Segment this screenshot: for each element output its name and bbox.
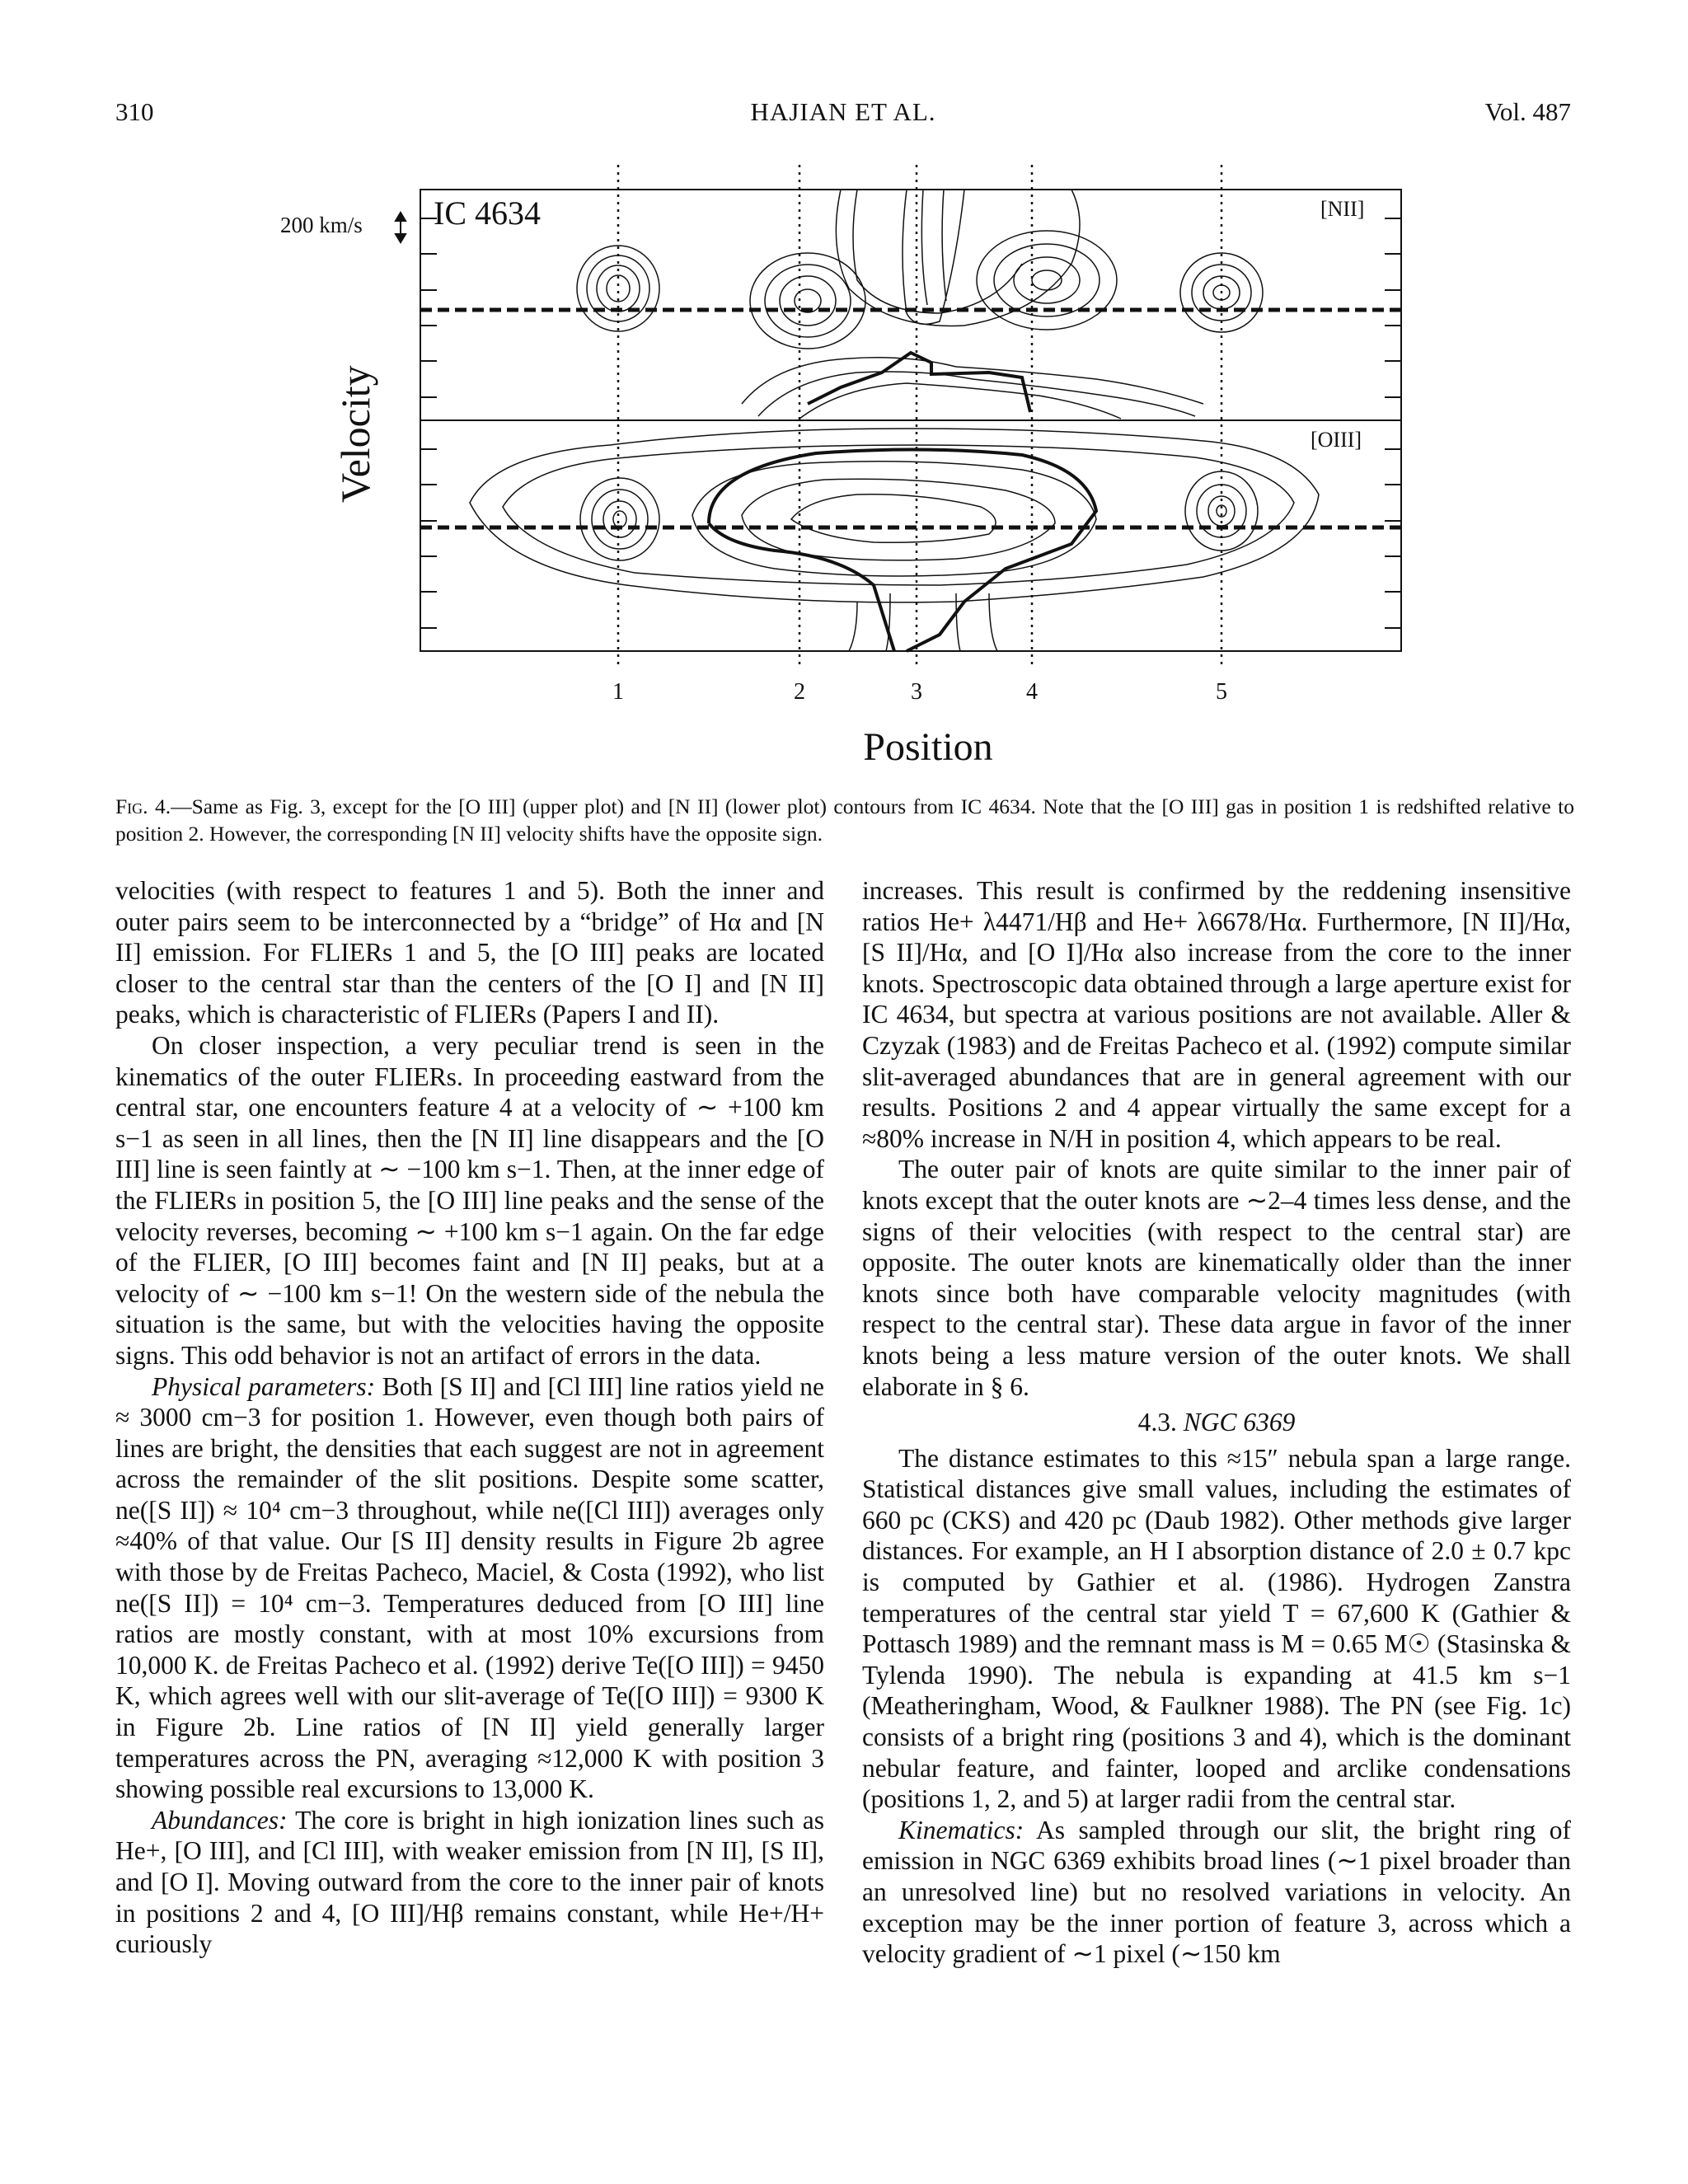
paragraph: increases. This result is confirmed by the reddening insensitive ratios He+ λ4471/Hβ and He+ λ6678/Hα. Furthermore, [N II]/Hα, [S II]/Hα, and [O I]/Hα also increase from the core to the inner knots. Spectroscopic data obtained through a large aperture exist for IC 4634, but spectra at various positions are not available. Aller & Czyzak (1983) and de Freitas Pacheco et al. (1992) compute similar slit-averaged abundances that are in general agreement with our results. Positions 2 and 4 appear virtually the same except for a ≈80% increase in N/H in position 4, which appears to be real. (862, 876, 1571, 1153)
caption-label: Fig. 4. (115, 794, 171, 818)
paragraph: The distance estimates to this ≈15″ nebula span a large range. Statistical distances give small values, including the estimates of 660 pc (CKS) and 420 pc (Daub 1982). Other methods give larger distances. For example, an H I absorption distance of 2.0 ± 0.7 kpc is computed by Gathier et al. (1986). Hydrogen Zanstra temperatures of the central star yield T = 67,600 K (Gathier & Pottasch 1989) and the remnant mass is M = 0.65 M☉ (Stasinska & Tylenda 1990). The nebula is expanding at 41.5 km s−1 (Meatheringham, Wood, & Faulkner 1988). The PN (see Fig. 1c) consists of a bright ring (positions 3 and 4), which is the dominant nebular feature, and fainter, looped and arclike condensations (positions 1, 2, and 5) at larger radii from the central star. (862, 1443, 1571, 1814)
running-header (115, 97, 1571, 134)
paragraph-body: The core is bright in high ionization lines such as He+, [O III], and [Cl III], with weaker emission from [N II], [S II], and [O I]. Moving outward from the core to the inner pair of knots in positions 2 and 4, [O III]/Hβ remains constant, while He+/H+ curiously (115, 1805, 824, 1959)
tick-marks (420, 218, 1401, 628)
caption-text: —Same as Fig. 3, except for the [O III] (upper plot) and [N II] (lower plot) contours from IC 4634. Note that the [O III] gas in position 1 is redshifted relative to position 2. However, the corresponding [N II] velocity shifts have the opposite sign. (115, 794, 1574, 846)
paragraph-body: Both [S II] and [Cl III] line ratios yield ne ≈ 3000 cm−3 for position 1. However, even though both pairs of lines are bright, the densities that each suggest are not in agreement across the remainder of the slit positions. Despite some scatter, ne([S II]) ≈ 10⁴ cm−3 throughout, while ne([Cl III]) averages only ≈40% of that value. Our [S II] density results in Figure 2b agree with those by de Freitas Pacheco, Maciel, & Costa (1992), who list ne([S II]) = 10⁴ cm−3. Temperatures deduced from [O III] line ratios are mostly constant, with at most 10% excursions from 10,000 K. de Freitas Pacheco et al. (1992) derive Te([O III]) = 9450 K, which agrees well with our slit-average of Te([O III]) = 9300 K in Figure 2b. Line ratios of [N II] yield generally larger temperatures across the PN, averaging ≈12,000 K with position 3 showing possible real excursions to 13,000 K. (115, 1371, 824, 1804)
left-column (115, 875, 824, 1960)
x-axis-title: Position (863, 725, 993, 769)
paragraph-lead: Physical parameters: (152, 1371, 376, 1401)
upper-contours (577, 190, 1263, 419)
lower-contours (470, 429, 1319, 651)
scale-bar-label: 200 km/s (280, 213, 363, 237)
paragraph: On closer inspection, a very peculiar trend is seen in the kinematics of the outer FLIERs. In proceeding eastward from the central star, one encounters feature 4 at a velocity of ∼ +100 km s−1 as seen in all lines, then the [N II] line disappears and the [O III] line is seen faintly at ∼ −100 km s−1. Then, at the inner edge of the FLIERs in position 5, the [O III] line peaks and the sense of the velocity reverses, becoming ∼ +100 km s−1 again. On the far edge of the FLIER, [O III] becomes faint and [N II] peaks, but at a velocity of ∼ −100 km s−1! On the western side of the nebula the situation is the same, but with the velocities having the opposite signs. This odd behavior is not an artifact of errors in the data. (115, 1030, 824, 1370)
object-label: IC 4634 (434, 194, 541, 232)
position-label: 3 (911, 679, 922, 705)
paragraph (862, 1815, 1571, 1970)
right-column (862, 875, 1571, 1970)
upper-panel (420, 190, 1401, 420)
lower-panel-label: [OIII] (1311, 428, 1362, 452)
volume-label: Vol. 487 (1484, 97, 1571, 126)
upper-bright-ridge (808, 353, 1030, 412)
section-heading (862, 1407, 1571, 1438)
position-label: 1 (612, 679, 624, 705)
paragraph: The outer pair of knots are quite similar to the inner pair of knots except that the outer knots are ∼2–4 times less dense, and the signs of their velocities (with respect to the central star) are opposite. The outer knots are kinematically older than the inner knots since both have comparable velocity magnitudes (with respect to the central star). These data argue in favor of the inner knots being a less mature version of the outer knots. We shall elaborate in § 6. (862, 1155, 1571, 1401)
position-lines (618, 165, 1221, 668)
upper-panel-label: [NII] (1320, 197, 1365, 221)
running-title: HAJIAN ET AL. (750, 97, 936, 126)
paragraph-body: As sampled through our slit, the bright ring of emission in NGC 6369 exhibits broad lines (∼1 pixel broader than an unresolved line) but no resolved variations in velocity. An exception may be the inner portion of feature 3, across which a velocity gradient of ∼1 pixel (∼150 km (862, 1815, 1571, 1969)
position-label-group (612, 679, 1227, 705)
position-label: 4 (1026, 679, 1038, 705)
scale-bar-arrow-icon (396, 213, 406, 242)
section-number: 4.3. (1137, 1408, 1177, 1437)
page-number: 310 (115, 97, 154, 126)
y-axis-title: Velocity (332, 365, 378, 503)
position-label: 5 (1216, 679, 1227, 705)
paragraph (115, 1371, 824, 1805)
position-label: 2 (794, 679, 805, 705)
paragraph: velocities (with respect to features 1 and 5). Both the inner and outer pairs seem to be interconnected by a “bridge” of Hα and [N II] emission. For FLIERs 1 and 5, the [O III] peaks are located closer to the central star than the centers of the [O I] and [N II] peaks, which is characteristic of FLIERs (Papers I and II). (115, 876, 824, 1029)
lower-panel (420, 420, 1401, 651)
paragraph (115, 1805, 824, 1960)
figure-caption (115, 793, 1574, 847)
paragraph-lead: Kinematics: (898, 1815, 1025, 1844)
figure-4 (280, 157, 1434, 783)
paragraph-lead: Abundances: (152, 1805, 288, 1835)
section-title: NGC 6369 (1183, 1408, 1296, 1437)
